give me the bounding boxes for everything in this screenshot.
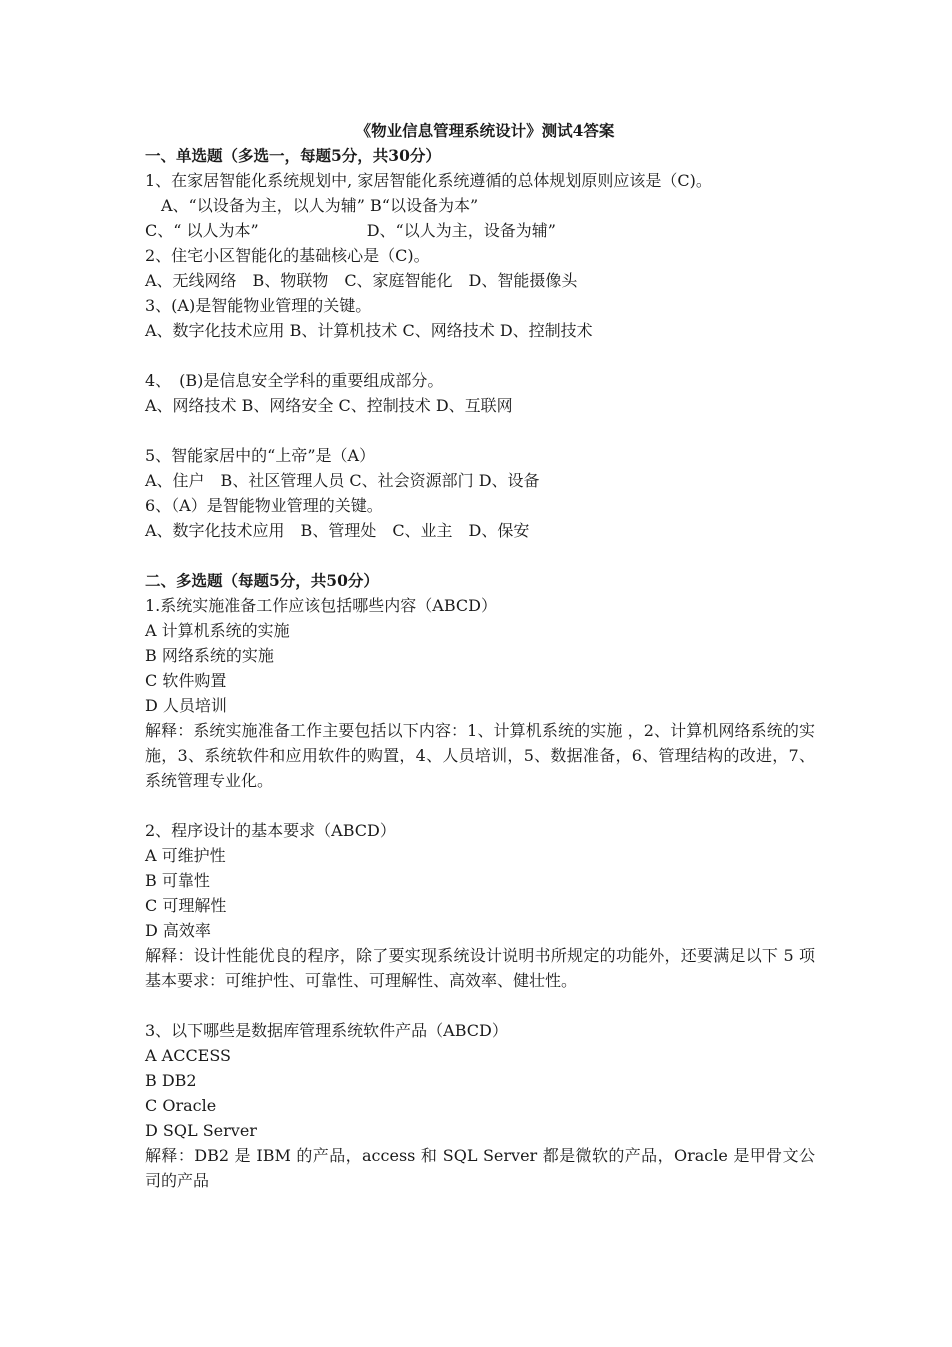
s2-q1-explanation: 解释：系统实施准备工作主要包括以下内容：1、计算机系统的实施 ，2、计算机网络系统的实施，3、系统软件和应用软件的购置，4、人员培训，5、数据准备，6、管理结构的改进，7、系统管理专业化。 (145, 721, 815, 790)
spacer (145, 343, 815, 368)
s2-q1-option-a: A 计算机系统的实施 (145, 621, 290, 640)
s1-q3-question: 3、(A)是智能物业管理的关键。 (145, 296, 372, 315)
spacer (145, 993, 815, 1018)
s2-q2-option-a: A 可维护性 (145, 846, 226, 865)
s2-q2-question: 2、程序设计的基本要求（ABCD） (145, 821, 396, 840)
s2-q2-option-c: C 可理解性 (145, 896, 227, 915)
s1-q1-option-c: C、“ 以人为本” (145, 221, 259, 240)
section2-heading: 二、多选题（每题5分，共50分） (145, 571, 379, 590)
s2-q3-option-a: A ACCESS (145, 1046, 231, 1065)
s1-q2-question: 2、住宅小区智能化的基础核心是（C)。 (145, 246, 430, 265)
s1-q6-options: A、数字化技术应用 B、管理处 C、业主 D、保安 (145, 521, 530, 540)
s1-q1-question: 1、在家居智能化系统规划中, 家居智能化系统遵循的总体规划原则应该是（C)。 (145, 171, 712, 190)
s2-q3-question: 3、以下哪些是数据库管理系统软件产品（ABCD） (145, 1021, 508, 1040)
s2-q1-option-d: D 人员培训 (145, 696, 227, 715)
s2-q3-explanation: 解释：DB2 是 IBM 的产品，access 和 SQL Server 都是微软的产品，Oracle 是甲骨文公司的产品 (145, 1146, 815, 1190)
spacer (145, 543, 815, 568)
s2-q3-option-c: C Oracle (145, 1096, 217, 1115)
s1-q5-question: 5、智能家居中的“上帝”是（A） (145, 446, 376, 465)
s1-q1-option-d: D、“以人为主，设备为辅” (366, 221, 556, 240)
section1-heading: 一、单选题（多选一，每题5分，共30分） (145, 146, 441, 165)
s2-q2-option-b: B 可靠性 (145, 871, 210, 890)
s1-q5-options: A、住户 B、社区管理人员 C、社会资源部门 D、设备 (145, 471, 540, 490)
spacer (145, 793, 815, 818)
s2-q1-option-c: C 软件购置 (145, 671, 227, 690)
s1-q4-options: A、网络技术 B、网络安全 C、控制技术 D、互联网 (145, 396, 513, 415)
s2-q2-option-d: D 高效率 (145, 921, 211, 940)
document-page (145, 118, 815, 1193)
s1-q1-options-cd (145, 218, 815, 243)
document-title: 《物业信息管理系统设计》测试4答案 (355, 121, 615, 140)
s2-q1-question: 1.系统实施准备工作应该包括哪些内容（ABCD） (145, 596, 497, 615)
s2-q1-option-b: B 网络系统的实施 (145, 646, 274, 665)
s1-q2-options: A、无线网络 B、物联物 C、家庭智能化 D、智能摄像头 (145, 271, 578, 290)
s1-q3-options: A、数字化技术应用 B、计算机技术 C、网络技术 D、控制技术 (145, 321, 593, 340)
s1-q4-question: 4、 (B)是信息安全学科的重要组成部分。 (145, 371, 444, 390)
s2-q3-option-b: B DB2 (145, 1071, 197, 1090)
spacer (145, 418, 815, 443)
s1-q1-options-ab: A、“以设备为主，以人为辅” B“以设备为本” (161, 196, 479, 215)
s2-q3-option-d: D SQL Server (145, 1121, 257, 1140)
s2-q2-explanation: 解释：设计性能优良的程序，除了要实现系统设计说明书所规定的功能外，还要满足以下 5 项基本要求：可维护性、可靠性、可理解性、高效率、健壮性。 (145, 946, 815, 990)
s1-q6-question: 6、（A）是智能物业管理的关键。 (145, 496, 383, 515)
